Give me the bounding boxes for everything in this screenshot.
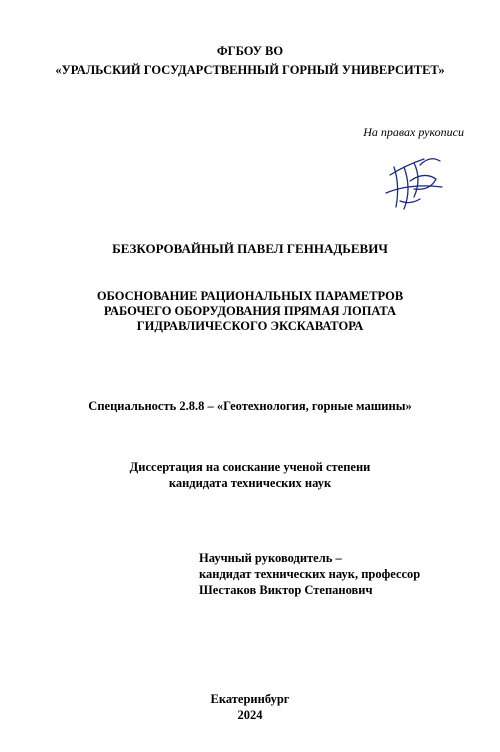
footer-city: Екатеринбург [210,692,290,706]
footer-year: 2024 [237,708,263,722]
degree-line-2: кандидата технических наук [168,476,332,490]
signature-icon [380,145,450,217]
supervisor-line-1: Научный руководитель – [199,551,342,565]
signature-strokes [386,159,442,209]
title-line-2: РАБОЧЕГО ОБОРУДОВАНИЯ ПРЯМАЯ ЛОПАТА [103,304,397,318]
supervisor-line-3: Шестаков Виктор Степанович [199,583,373,597]
title-line-1: ОБОСНОВАНИЕ РАЦИОНАЛЬНЫХ ПАРАМЕТРОВ [96,289,404,303]
degree-line-1: Диссертация на соискание ученой степени [129,460,371,474]
org-line-1: ФГБОУ ВО [216,44,284,58]
author-name: БЕЗКОРОВАЙНЫЙ ПАВЕЛ ГЕННАДЬЕВИЧ [112,241,388,256]
org-line-2: «УРАЛЬСКИЙ ГОСУДАРСТВЕННЫЙ ГОРНЫЙ УНИВЕРСИТЕТ» [55,63,445,77]
supervisor-line-2: кандидат технических наук, профессор [199,567,421,581]
rights-note: На правах рукописи [363,125,464,139]
title-line-3: ГИДРАВЛИЧЕСКОГО ЭКСКАВАТОРА [136,319,364,333]
specialty: Специальность 2.8.8 – «Геотехнология, горные машины» [88,399,412,413]
